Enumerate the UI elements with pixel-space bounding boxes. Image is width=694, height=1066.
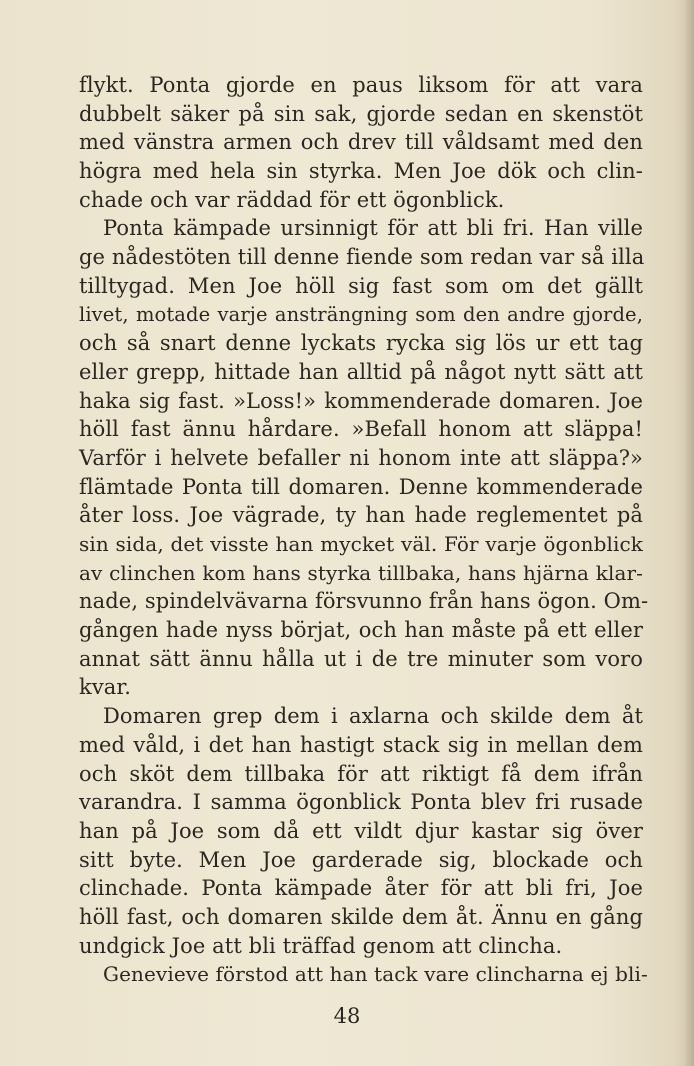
text-line: varandra. I samma ögonblick Ponta blev fri rusade	[79, 790, 643, 815]
text-line: han på Joe som då ett vildt djur kastar sig över	[79, 818, 643, 843]
text-line: nade, spindelvävarna försvunno från hans ögon. Om-	[79, 589, 649, 614]
text-line: haka sig fast. »Loss!» kommenderade domaren. Joe	[79, 388, 643, 413]
page-number: 48	[333, 1004, 361, 1028]
text-line: eller grepp, hittade han alltid på något nytt sätt att	[79, 359, 643, 384]
text-line: Domaren grep dem i axlarna och skilde dem åt	[103, 704, 643, 729]
text-line: med vänstra armen och drev till våldsamt med den	[79, 130, 643, 155]
text-line: höll fast, och domaren skilde dem åt. Ännu en gång	[79, 904, 643, 929]
text-line: och så snart denne lyckats rycka sig lös ur ett tag	[79, 331, 643, 356]
text-line: flämtade Ponta till domaren. Denne kommenderade	[79, 474, 643, 499]
text-line: dubbelt säker på sin sak, gjorde sedan en skenstöt	[79, 101, 643, 126]
body-text	[79, 71, 649, 989]
text-line: clinchade. Ponta kämpade åter för att bli fri, Joe	[79, 876, 643, 901]
text-line: höll fast ännu hårdare. »Befall honom att släppa!	[79, 417, 643, 442]
text-line: Varför i helvete befaller ni honom inte att släppa?»	[79, 445, 643, 470]
page-edge-shadow	[684, 0, 694, 1066]
text-line: Genevieve förstod att han tack vare clincharna ej bli-	[103, 962, 648, 987]
text-line: livet, motade varje ansträngning som den andre gjorde,	[79, 302, 643, 326]
text-line: kvar.	[79, 675, 132, 700]
text-line: undgick Joe att bli träffad genom att clincha.	[79, 933, 563, 958]
text-line: annat sätt ännu hålla ut i de tre minuter som voro	[79, 646, 643, 671]
text-line: med våld, i det han hastigt stack sig in mellan dem	[79, 732, 643, 757]
text-line: gången hade nyss börjat, och han måste på ett eller	[79, 618, 643, 643]
text-line: sin sida, det visste han mycket väl. För varje ögonblick	[79, 532, 643, 556]
text-line: och sköt dem tillbaka för att riktigt få dem ifrån	[79, 761, 643, 786]
text-line: flykt. Ponta gjorde en paus liksom för att vara	[79, 73, 643, 97]
text-line: sitt byte. Men Joe garderade sig, blockade och	[79, 847, 643, 872]
text-line: Ponta kämpade ursinnigt för att bli fri. Han ville	[103, 216, 643, 241]
text-line: åter loss. Joe vägrade, ty han hade reglementet på	[79, 503, 643, 528]
text-line: chade och var räddad för ett ögonblick.	[79, 187, 505, 212]
text-line: av clinchen kom hans styrka tillbaka, hans hjärna klar-	[79, 560, 643, 585]
text-line: högra med hela sin styrka. Men Joe dök och clin-	[79, 159, 643, 184]
text-line: ge nådestöten till denne fiende som redan var så illa	[79, 245, 645, 270]
text-line: tilltygad. Men Joe höll sig fast som om det gällt	[79, 273, 643, 298]
